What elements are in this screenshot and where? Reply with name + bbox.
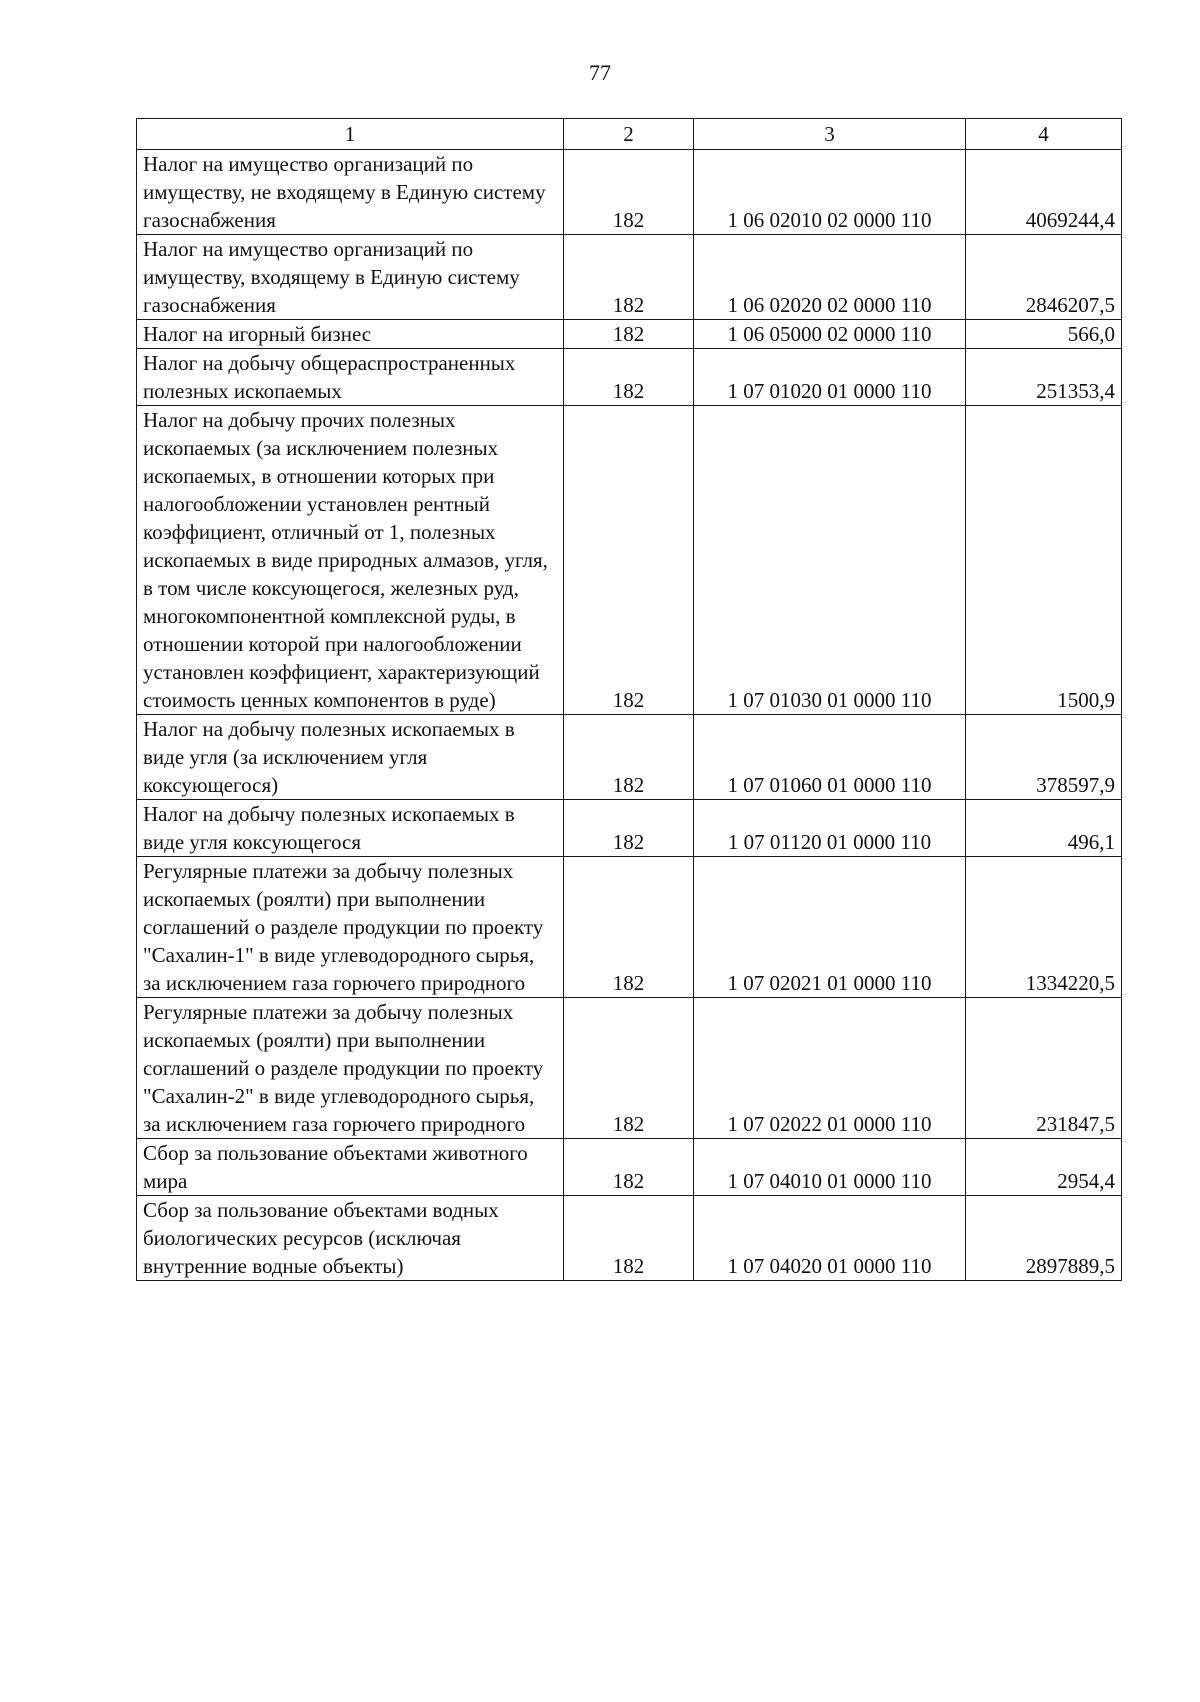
- table-row: [137, 320, 1122, 349]
- amount: 496,1: [966, 800, 1122, 857]
- amount: 378597,9: [966, 715, 1122, 800]
- table-row: [137, 800, 1122, 857]
- administrator-code: 182: [564, 235, 694, 320]
- revenue-name: Сбор за пользование объектами водных биологических ресурсов (исключая внутренние водные объекты): [137, 1196, 564, 1281]
- budget-classification-code: 1 07 01060 01 0000 110: [694, 715, 966, 800]
- budget-classification-code: 1 06 02010 02 0000 110: [694, 150, 966, 235]
- revenue-name: Регулярные платежи за добычу полезных ископаемых (роялти) при выполнении соглашений о разделе продукции по проекту "Сахалин-1" в виде углеводородного сырья, за исключением газа горючего природного: [137, 857, 564, 998]
- administrator-code: 182: [564, 857, 694, 998]
- column-header-3: 3: [694, 119, 966, 150]
- revenue-name: Регулярные платежи за добычу полезных ископаемых (роялти) при выполнении соглашений о разделе продукции по проекту "Сахалин-2" в виде углеводородного сырья, за исключением газа горючего природного: [137, 998, 564, 1139]
- budget-classification-code: 1 07 01030 01 0000 110: [694, 406, 966, 715]
- budget-classification-code: 1 07 01020 01 0000 110: [694, 349, 966, 406]
- revenue-name: Налог на добычу общераспространенных полезных ископаемых: [137, 349, 564, 406]
- administrator-code: 182: [564, 406, 694, 715]
- amount: 251353,4: [966, 349, 1122, 406]
- page-number: 77: [589, 60, 611, 85]
- budget-classification-code: 1 07 04020 01 0000 110: [694, 1196, 966, 1281]
- administrator-code: 182: [564, 715, 694, 800]
- table-row: [137, 1196, 1122, 1281]
- administrator-code: 182: [564, 800, 694, 857]
- amount: 566,0: [966, 320, 1122, 349]
- administrator-code: 182: [564, 150, 694, 235]
- revenue-name: Сбор за пользование объектами животного мира: [137, 1139, 564, 1196]
- amount: 4069244,4: [966, 150, 1122, 235]
- revenue-name: Налог на имущество организаций по имуществу, не входящему в Единую систему газоснабжения: [137, 150, 564, 235]
- revenue-name: Налог на добычу прочих полезных ископаемых (за исключением полезных ископаемых, в отношении которых при налогообложении установлен рентный коэффициент, отличный от 1, полезных ископаемых в виде природных алмазов, угля, в том числе коксующегося, железных руд, многокомпонентной комплексной руды, в отношении которой при налогообложении установлен коэффициент, характеризующий стоимость ценных компонентов в руде): [137, 406, 564, 715]
- amount: 231847,5: [966, 998, 1122, 1139]
- administrator-code: 182: [564, 1139, 694, 1196]
- administrator-code: 182: [564, 349, 694, 406]
- header-row: [137, 119, 1122, 150]
- column-header-2: 2: [564, 119, 694, 150]
- table-row: [137, 349, 1122, 406]
- revenue-name: Налог на добычу полезных ископаемых в виде угля коксующегося: [137, 800, 564, 857]
- budget-classification-code: 1 06 02020 02 0000 110: [694, 235, 966, 320]
- revenue-name: Налог на игорный бизнес: [137, 320, 564, 349]
- revenue-table: [136, 118, 1122, 1281]
- table-row: [137, 1139, 1122, 1196]
- table-row: [137, 715, 1122, 800]
- column-header-4: 4: [966, 119, 1122, 150]
- revenue-name: Налог на имущество организаций по имуществу, входящему в Единую систему газоснабжения: [137, 235, 564, 320]
- table-row: [137, 150, 1122, 235]
- administrator-code: 182: [564, 1196, 694, 1281]
- budget-classification-code: 1 07 02022 01 0000 110: [694, 998, 966, 1139]
- amount: 2897889,5: [966, 1196, 1122, 1281]
- table-body: [137, 150, 1122, 1281]
- column-header-1: 1: [137, 119, 564, 150]
- revenue-name: Налог на добычу полезных ископаемых в виде угля (за исключением угля коксующегося): [137, 715, 564, 800]
- amount: 1334220,5: [966, 857, 1122, 998]
- budget-classification-code: 1 07 04010 01 0000 110: [694, 1139, 966, 1196]
- table-row: [137, 406, 1122, 715]
- budget-classification-code: 1 07 01120 01 0000 110: [694, 800, 966, 857]
- table-row: [137, 235, 1122, 320]
- amount: 2954,4: [966, 1139, 1122, 1196]
- table-header: [137, 119, 1122, 150]
- budget-classification-code: 1 07 02021 01 0000 110: [694, 857, 966, 998]
- table-row: [137, 857, 1122, 998]
- amount: 1500,9: [966, 406, 1122, 715]
- budget-classification-code: 1 06 05000 02 0000 110: [694, 320, 966, 349]
- table-row: [137, 998, 1122, 1139]
- administrator-code: 182: [564, 320, 694, 349]
- administrator-code: 182: [564, 998, 694, 1139]
- amount: 2846207,5: [966, 235, 1122, 320]
